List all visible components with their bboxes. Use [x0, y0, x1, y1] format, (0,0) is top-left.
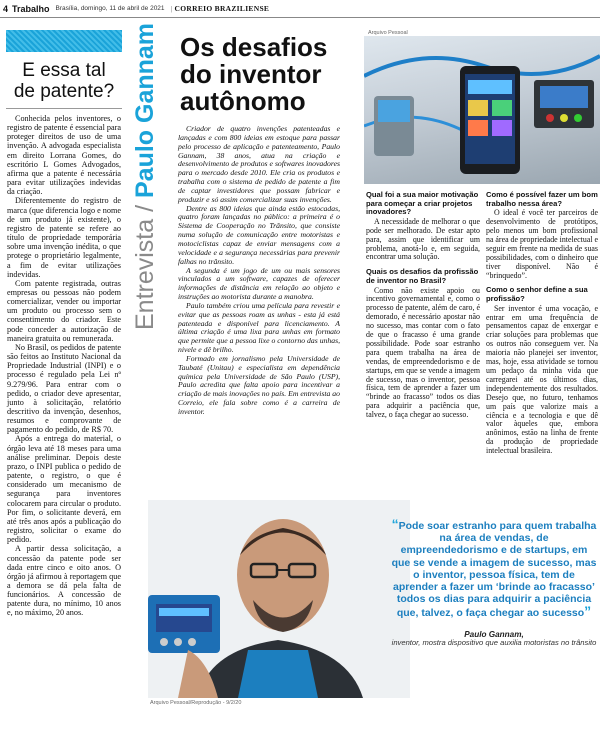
sidebar-paragraph: Diferentemente do registro de marca (que diferencia logo e nome de um produto já existente), o registro de patente se refere ao título de propriedade temporária sobre uma invenção inédita, o que protege o proprietário legalmente, a fim de evitar utilizações indevidas.	[7, 196, 121, 279]
inventor-portrait	[148, 500, 410, 698]
device-photo	[364, 36, 600, 184]
interview-question: Como o senhor define a sua profissão?	[486, 285, 588, 304]
article-headline: Os desafios do inventor autônomo	[180, 32, 328, 116]
interview-answer: Como não existe apoio ou incentivo governamental e, como o processo de patente, além de caro, é demorado, é necessário apostar não no sucesso, mas contar com o fato de que o fracasso é uma grande possibilidade. Pode soar estranho para quem trabalha na área de vendas, de empreendedorismo e de startups, em que se vende a imagem de sucesso, mas o inventor, pessoa física, tem de aprender a fazer um “brinde ao fracasso” todos os dias para adquirir a paciência que, talvez, o faça chegar ao sucesso.	[366, 285, 480, 420]
newspaper-name: | CORREIO BRAZILIENSE	[171, 4, 270, 13]
intro-paragraph: A segunda é um jogo de um ou mais sensores vinculados a um software, capazes de oferecer informações de distância em relação ao objeto e instruções ao motorista durante a manobra.	[178, 265, 340, 302]
interview-intro	[172, 34, 346, 417]
sidebar-paragraph: Conhecida pelos inventores, o registro de patente é essencial para proteger direitos de uso de uma invenção. A advogada especialista em direito Lorrana Gomes, do escritório L Gomes Advogados, afirma que a patente é necessária para evitar utilizações indevidas da criação.	[7, 114, 121, 197]
sidebar-paragraph: Após a entrega do material, o órgão leva até 18 meses para uma análise preliminar. Depois deste prazo, o INPI publica o pedido de patente, o registro, o que é considerado um mecanismo de segurança para inventores colocarem para circular o produto. Por fim, o solicitante deverá, em até três anos após a publicação do registro, solicitar o exame do pedido.	[7, 434, 121, 545]
label-name: Paulo Gannam	[131, 22, 159, 198]
intro-paragraph: Criador de quatro invenções patenteadas e lançadas e com 800 ideias em estoque para passar pelo processo de aplicação e patenteamento, Paulo Gannam, 38 anos, atua na criação e desenvolvimento de produtos e softwares inovadores para o mercado desde 2010. Ele cria os produtos e trabalha com o sistema de pedido de patente a fim de captar investidores que possam fabricar e produzir e só assim comercializar suas invenções.	[178, 124, 340, 204]
label-prefix: Entrevista /	[131, 198, 159, 330]
page-header	[0, 0, 600, 18]
sidebar-box	[6, 30, 122, 730]
sidebar-paragraph: No Brasil, os pedidos de patente são feitos ao Instituto Nacional da Propriedade Industrial (INPI) e o processo é regulado pela Lei nº 9.279/96. Para entrar com o pedido, o criador deve apresentar, junto à solicitação, relatório descritivo da invenção, desenhos, resumos e comprovante de pagamento do pedido, de R$ 70.	[7, 342, 121, 435]
intro-paragraph: Paulo também criou uma película para revestir e evitar que as pessoas roam as unhas - esta já está patenteada e disponível para licenciamento. A última criação é uma lixa para unhas em formato que permite que a pessoa lixe o contorno das unhas, nivele e dê brilho.	[178, 300, 340, 355]
qa-column-1	[366, 191, 480, 426]
intro-body	[172, 125, 340, 417]
vertical-section-label	[128, 22, 162, 330]
page-number: 4	[3, 3, 9, 14]
pull-quote-author: Paulo Gannam,	[464, 629, 524, 639]
pull-quote	[390, 518, 598, 647]
section-name: Trabalho	[12, 3, 50, 14]
pull-quote-text: “Pode soar estranho para quem trabalha na área de vendas, de empreendedorismo e de startups, em que se vende a imagem de sucesso, mas o inventor, pessoa física, tem de aprender a fazer um ‘brinde ao fracasso’ todos os dias para adquirir a paciência que, talvez, o faça chegar ao sucesso”	[391, 516, 597, 620]
sidebar-accent-bar	[6, 30, 122, 52]
interview-answer: Ser inventor é uma vocação, e entrar em uma frequência de pensamentos capaz de enxergar e criar soluções para problemas que os outros não conseguem ver. Na maioria não planejei ser inventor, mas, hoje, essa atividade se tornou um pedaço da minha vida que carregarei até os últimos dias, independentemente dos resultados. Desejo que, no futuro, tenhamos um país que valorize mais a ciência e a tecnologia e que dê valor àqueles que, embora anônimos, estão na linha de frente da produção de propriedade intelectual brasileira.	[486, 303, 598, 456]
edition-date: Brasília, domingo, 11 de abril de 2021	[55, 5, 165, 12]
interview-question: Quais os desafios da profissão de inventor no Brasil?	[366, 267, 479, 285]
sidebar-paragraph: A partir dessa solicitação, a concessão da patente pode ser dada entre cinco e oito anos. O órgão já afirmou à reportagem que a demora se dá pela falta de funcionários. A concessão de patente dura, no mínimo, 10 anos e, no máximo, 20 anos.	[7, 544, 121, 618]
device-photo-illustration	[364, 36, 600, 184]
interview-answer: A necessidade de melhorar o que pode ser melhorado. De estar apto para, assim que identificar um problema, anotá-lo e, em seguida, encontrar uma solução.	[366, 216, 480, 262]
intro-paragraph: Formado em jornalismo pela Universidade de Taubaté (Unitau) e especialista em dependência química pela Universidade de São Paulo (USP), Paulo acredita que falta apoio para incentivar a criação de mais inovações no país. Em entrevista ao Correio, ele fala sobre como é a carreira de inventor.	[178, 353, 340, 416]
interview-answer: O ideal é você ter parceiros de desenvolvimento de protótipos, pelo menos um bom profissional na área de propriedade intelectual e seguir em frente na medida de suas possibilidades, com o dinheiro que tiver disponível. Não é “brinquedo”.	[486, 208, 598, 280]
qa-column-2	[486, 191, 598, 462]
intro-paragraph: Dentre as 800 ideias que ainda estão estocadas, quatro foram lançadas no público: a primeira é o Sistema de Cooperação no Trânsito, que consiste numa solução de comunicação entre motoristas e motociclistas capaz de enviar mensagens com a velocidade e a segurança necessárias para prevenir falhas no trânsito.	[178, 203, 340, 266]
photo-credit-bottom: Arquivo Pessoal/Reprodução - 9/2/20	[150, 700, 242, 706]
interview-question: Como é possível fazer um bom trabalho nessa área?	[486, 190, 598, 208]
pull-quote-role: inventor, mostra dispositivo que auxilia motoristas no trânsito	[391, 637, 597, 647]
photo-credit-top: Arquivo Pessoal	[368, 30, 408, 36]
pull-quote-body: Pode soar estranho para quem trabalha na área de vendas, de empreendedorismo e de startups, em que se vende a imagem de sucesso, mas o inventor, pessoa física, tem de aprender a fazer um ‘brinde ao fracasso’ todos os dias para adquirir a paciência que, talvez, o faça chegar ao sucesso	[391, 520, 597, 620]
interview-question: Qual foi a sua maior motivação para começar a criar projetos inovadores?	[366, 190, 479, 217]
inventor-portrait-illustration	[148, 500, 410, 698]
sidebar-paragraph: Com patente registrada, outras empresas ou pessoas não podem comercializar, vender ou importar um produto ou processo sem o consentimento do criador. Este pode conceder a autorização de maneira gratuita ou remunerada.	[7, 278, 121, 343]
sidebar-title: E essa tal de patente?	[6, 52, 122, 109]
